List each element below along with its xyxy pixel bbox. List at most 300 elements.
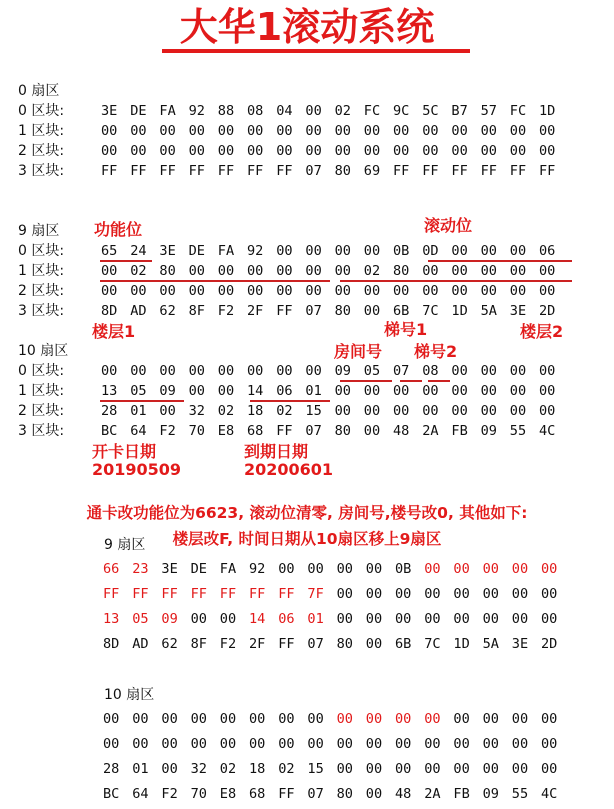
- hex-byte: 92: [247, 243, 264, 259]
- hex-byte: 00: [132, 736, 149, 752]
- hex-byte: 00: [307, 561, 324, 577]
- hex-byte: 00: [363, 423, 381, 439]
- hex-byte: 00: [509, 403, 527, 419]
- hex-byte: 00: [363, 403, 381, 419]
- elevator1-underline: [400, 380, 422, 382]
- hex-byte: DE: [130, 103, 147, 119]
- hex-byte: 5A: [480, 303, 497, 319]
- hex-byte: 00: [365, 736, 383, 752]
- hex-byte: 06: [539, 243, 556, 259]
- hex-byte: 00: [451, 143, 468, 159]
- hex-byte: 68: [249, 786, 266, 802]
- hex-byte: 00: [541, 586, 558, 602]
- hex-byte: 00: [190, 736, 207, 752]
- hex-byte: 00: [130, 143, 147, 159]
- hex-byte: 00: [276, 363, 293, 379]
- hex-byte: 48: [393, 423, 410, 439]
- hex-byte: 05: [363, 363, 381, 379]
- hex-byte: FF: [190, 586, 207, 602]
- hex-byte: 2A: [422, 423, 439, 439]
- hex-byte: 01: [307, 611, 324, 627]
- hex-byte: 00: [217, 263, 235, 279]
- hex-byte: 09: [161, 611, 178, 627]
- hex-byte: 00: [336, 711, 353, 727]
- hex-byte: 1D: [451, 303, 468, 319]
- hex-byte: 01: [130, 403, 147, 419]
- hex-byte: 09: [482, 786, 499, 802]
- hex-byte: FF: [161, 586, 178, 602]
- hex-byte: 00: [247, 263, 264, 279]
- hex-byte: 0D: [422, 243, 439, 259]
- hex-byte: 00: [276, 283, 293, 299]
- hex-byte: 00: [101, 263, 118, 279]
- hex-byte: 80: [336, 786, 353, 802]
- hex-byte: 00: [482, 736, 499, 752]
- hex-byte: 00: [393, 143, 410, 159]
- hex-byte: 00: [451, 403, 468, 419]
- hex-byte: 00: [395, 711, 412, 727]
- hex-byte: 01: [305, 383, 322, 399]
- hex-byte: 00: [480, 403, 497, 419]
- hex-byte: 3E: [161, 561, 178, 577]
- hex-byte: 09: [480, 423, 497, 439]
- note-line2: 楼层改F, 时间日期从10扇区移上9扇区: [172, 530, 442, 548]
- hex-byte: FF: [247, 163, 264, 179]
- hex-byte: 3E: [511, 636, 529, 652]
- hex-byte: 00: [482, 561, 499, 577]
- hex-byte: 00: [395, 586, 412, 602]
- hex-byte: 55: [511, 786, 529, 802]
- block-label: 1 区块:: [18, 383, 65, 399]
- hex-byte: 00: [451, 363, 468, 379]
- expire-date-label: 到期日期: [244, 442, 309, 461]
- hex-byte: 00: [509, 263, 527, 279]
- block-label: 3 区块:: [18, 423, 65, 439]
- hex-byte: 00: [453, 611, 470, 627]
- hex-byte: 18: [249, 761, 266, 777]
- hex-byte: 68: [247, 423, 264, 439]
- lower-sector9-header: 9 扇区: [104, 537, 146, 553]
- hex-byte: FF: [278, 786, 295, 802]
- hex-byte: 55: [509, 423, 527, 439]
- hex-byte: FF: [393, 163, 410, 179]
- block-label: 3 区块:: [18, 303, 65, 319]
- room-no-label: 房间号: [334, 342, 383, 361]
- hex-byte: 3E: [101, 103, 118, 119]
- hex-byte: 00: [276, 263, 293, 279]
- hex-byte: FA: [159, 103, 176, 119]
- hex-byte: 00: [278, 561, 295, 577]
- hex-byte: 00: [276, 143, 293, 159]
- hex-byte: FF: [276, 163, 293, 179]
- hex-byte: 00: [161, 711, 178, 727]
- hex-byte: 00: [161, 761, 178, 777]
- issue-date-value: 20190509: [92, 460, 182, 479]
- hex-byte: F2: [219, 636, 237, 652]
- hex-byte: FA: [219, 561, 237, 577]
- hex-byte: 00: [365, 586, 383, 602]
- hex-byte: 00: [101, 143, 118, 159]
- hex-byte: 07: [305, 163, 322, 179]
- hex-byte: 80: [393, 263, 410, 279]
- hex-byte: AD: [132, 636, 149, 652]
- hex-byte: 00: [453, 586, 470, 602]
- hex-byte: 02: [130, 263, 147, 279]
- hex-byte: 80: [159, 263, 176, 279]
- hex-byte: 28: [101, 403, 118, 419]
- hex-byte: 00: [539, 263, 556, 279]
- hex-byte: 23: [132, 561, 149, 577]
- hex-byte: 00: [541, 761, 558, 777]
- hex-byte: 00: [305, 243, 322, 259]
- hex-byte: 80: [334, 303, 351, 319]
- hex-byte: 00: [541, 736, 558, 752]
- hex-byte: 2F: [247, 303, 264, 319]
- hex-byte: 00: [539, 403, 556, 419]
- hex-byte: 00: [219, 736, 237, 752]
- hex-byte: 57: [480, 103, 497, 119]
- hex-byte: 00: [101, 363, 118, 379]
- hex-byte: FF: [103, 586, 120, 602]
- hex-byte: 00: [276, 123, 293, 139]
- hex-byte: 1D: [453, 636, 470, 652]
- hex-byte: 00: [103, 736, 120, 752]
- hex-byte: 01: [132, 761, 149, 777]
- hex-byte: 69: [363, 163, 381, 179]
- hex-byte: 00: [482, 761, 499, 777]
- hex-byte: 80: [334, 163, 351, 179]
- hex-byte: 09: [334, 363, 351, 379]
- hex-byte: 9C: [393, 103, 410, 119]
- block-label: 2 区块:: [18, 403, 65, 419]
- hex-byte: 00: [509, 143, 527, 159]
- hex-byte: 00: [451, 383, 468, 399]
- expire-date-underline: [250, 400, 330, 402]
- hex-byte: 00: [188, 123, 205, 139]
- hex-byte: 00: [334, 123, 351, 139]
- hex-byte: 00: [365, 561, 383, 577]
- hex-byte: 00: [482, 611, 499, 627]
- hex-byte: 00: [480, 263, 497, 279]
- hex-byte: DE: [190, 561, 207, 577]
- hex-byte: 00: [334, 243, 351, 259]
- hex-byte: 00: [101, 123, 118, 139]
- hex-byte: FC: [509, 103, 527, 119]
- hex-byte: B7: [451, 103, 468, 119]
- hex-byte: 00: [188, 363, 205, 379]
- lower-sector10-header: 10 扇区: [104, 687, 155, 703]
- hex-byte: 80: [336, 636, 353, 652]
- hex-byte: 00: [159, 283, 176, 299]
- hex-byte: 00: [480, 123, 497, 139]
- hex-byte: 32: [188, 403, 205, 419]
- func-bits-underline: [100, 260, 152, 262]
- hex-byte: FF: [132, 586, 149, 602]
- hex-byte: FF: [278, 636, 295, 652]
- hex-byte: 00: [511, 711, 529, 727]
- hex-byte: FF: [276, 423, 293, 439]
- hex-byte: 70: [188, 423, 205, 439]
- hex-byte: F2: [161, 786, 178, 802]
- hex-byte: 00: [422, 383, 439, 399]
- hex-byte: 00: [480, 383, 497, 399]
- hex-byte: 00: [334, 143, 351, 159]
- hex-byte: 88: [217, 103, 235, 119]
- hex-byte: 07: [393, 363, 410, 379]
- hex-byte: 66: [103, 561, 120, 577]
- hex-byte: E8: [217, 423, 235, 439]
- hex-byte: 00: [451, 263, 468, 279]
- hex-byte: 00: [453, 761, 470, 777]
- sector9-header: 9 扇区: [18, 223, 60, 239]
- hex-byte: 00: [539, 363, 556, 379]
- hex-byte: 00: [393, 283, 410, 299]
- hex-byte: 00: [393, 383, 410, 399]
- hex-byte: 08: [422, 363, 439, 379]
- hex-byte: FF: [101, 163, 118, 179]
- hex-byte: 00: [424, 761, 441, 777]
- page-title: 大华1滚动系统: [179, 5, 435, 49]
- hex-byte: 00: [509, 123, 527, 139]
- hex-byte: 00: [305, 283, 322, 299]
- hex-byte: 24: [130, 243, 147, 259]
- hex-byte: 00: [482, 711, 499, 727]
- hex-byte: 00: [219, 711, 237, 727]
- hex-byte: AD: [130, 303, 147, 319]
- hex-byte: F2: [217, 303, 235, 319]
- hex-byte: 00: [365, 786, 383, 802]
- hex-byte: FF: [278, 586, 295, 602]
- hex-byte: 18: [247, 403, 264, 419]
- hex-byte: 07: [305, 423, 322, 439]
- hex-byte: 14: [247, 383, 264, 399]
- hex-byte: 00: [249, 711, 266, 727]
- hex-byte: 00: [334, 383, 351, 399]
- hex-byte: 7C: [422, 303, 439, 319]
- hex-byte: 5C: [422, 103, 439, 119]
- hex-byte: 00: [190, 611, 207, 627]
- hex-byte: 5A: [482, 636, 499, 652]
- hex-byte: 00: [422, 283, 439, 299]
- hex-byte: 6B: [395, 636, 412, 652]
- hex-byte: 00: [159, 143, 176, 159]
- hex-byte: 00: [541, 611, 558, 627]
- hex-byte: 00: [422, 403, 439, 419]
- hex-byte: 00: [541, 561, 558, 577]
- hex-byte: FF: [422, 163, 439, 179]
- hex-byte: 00: [480, 143, 497, 159]
- hex-byte: 02: [278, 761, 295, 777]
- hex-byte: FF: [188, 163, 205, 179]
- hex-byte: 28: [103, 761, 120, 777]
- elevator2-label: 梯号2: [414, 342, 458, 361]
- hex-byte: 80: [334, 423, 351, 439]
- hex-byte: 00: [511, 561, 529, 577]
- hex-byte: 00: [247, 143, 264, 159]
- hex-byte: 00: [395, 761, 412, 777]
- hex-byte: 00: [539, 123, 556, 139]
- hex-byte: 00: [305, 123, 322, 139]
- hex-byte: 00: [334, 403, 351, 419]
- hex-byte: FF: [217, 163, 235, 179]
- hex-byte: 00: [188, 283, 205, 299]
- hex-byte: 00: [365, 611, 383, 627]
- hex-byte: 05: [130, 383, 147, 399]
- hex-byte: 00: [217, 383, 235, 399]
- hex-byte: 7F: [307, 586, 324, 602]
- hex-byte: 15: [307, 761, 324, 777]
- hex-byte: 00: [453, 561, 470, 577]
- hex-byte: 3E: [159, 243, 176, 259]
- hex-byte: 00: [424, 736, 441, 752]
- hex-byte: 00: [424, 561, 441, 577]
- hex-byte: 00: [307, 736, 324, 752]
- hex-byte: 07: [307, 786, 324, 802]
- hex-byte: 00: [305, 363, 322, 379]
- hex-byte: 00: [422, 263, 439, 279]
- hex-byte: 00: [365, 711, 383, 727]
- sector10-header: 10 扇区: [18, 343, 69, 359]
- hex-byte: FA: [217, 243, 235, 259]
- hex-byte: 00: [217, 283, 235, 299]
- hex-byte: 0B: [395, 561, 412, 577]
- hex-byte: 00: [451, 283, 468, 299]
- block-label: 0 区块:: [18, 363, 65, 379]
- hex-byte: 00: [159, 363, 176, 379]
- hex-byte: BC: [101, 423, 118, 439]
- hex-byte: 00: [395, 611, 412, 627]
- floor2-label: 楼层2: [520, 322, 564, 341]
- hex-byte: 00: [217, 363, 235, 379]
- block-label: 2 区块:: [18, 143, 65, 159]
- hex-byte: 00: [480, 283, 497, 299]
- hex-byte: FF: [451, 163, 468, 179]
- hex-byte: FB: [453, 786, 470, 802]
- expire-date-value: 20200601: [244, 460, 334, 479]
- hex-byte: 00: [188, 143, 205, 159]
- hex-byte: 00: [422, 143, 439, 159]
- hex-byte: 92: [188, 103, 205, 119]
- title-underline: [162, 49, 470, 53]
- hex-byte: 00: [305, 263, 322, 279]
- hex-byte: 00: [159, 123, 176, 139]
- scroll-bits-label: 滚动位: [424, 216, 473, 235]
- hex-byte: FF: [509, 163, 527, 179]
- hex-byte: 00: [247, 363, 264, 379]
- hex-byte: FF: [159, 163, 176, 179]
- hex-byte: FF: [480, 163, 497, 179]
- hex-byte: DE: [188, 243, 205, 259]
- hex-byte: 08: [247, 103, 264, 119]
- hex-byte: 02: [334, 103, 351, 119]
- note-line1: 通卡改功能位为6623, 滚动位清零, 房间号,楼号改0, 其他如下:: [86, 504, 528, 522]
- hex-byte: 00: [132, 711, 149, 727]
- hex-byte: 00: [217, 143, 235, 159]
- hex-byte: 06: [276, 383, 293, 399]
- hex-byte: 00: [190, 711, 207, 727]
- hex-byte: 00: [365, 636, 383, 652]
- hex-byte: 7C: [424, 636, 441, 652]
- hex-byte: 00: [365, 761, 383, 777]
- floor1-label: 楼层1: [92, 322, 136, 341]
- hex-byte: E8: [219, 786, 237, 802]
- hex-byte: 4C: [539, 423, 556, 439]
- hex-byte: 02: [217, 403, 235, 419]
- hex-byte: 92: [249, 561, 266, 577]
- hex-byte: F2: [159, 423, 176, 439]
- hex-byte: FF: [219, 586, 237, 602]
- hex-byte: 00: [480, 243, 497, 259]
- hex-byte: 14: [249, 611, 266, 627]
- hex-byte: 1D: [539, 103, 556, 119]
- hex-byte: FF: [130, 163, 147, 179]
- floor-block-underline-a: [100, 280, 330, 282]
- room-no-underline: [340, 380, 392, 382]
- hex-byte: 00: [247, 283, 264, 299]
- hex-byte: 00: [393, 403, 410, 419]
- hex-byte: 09: [159, 383, 176, 399]
- hex-byte: 00: [103, 711, 120, 727]
- block-label: 2 区块:: [18, 283, 65, 299]
- hex-byte: 00: [451, 243, 468, 259]
- hex-byte: 48: [395, 786, 412, 802]
- hex-byte: 00: [188, 383, 205, 399]
- func-bits-label: 功能位: [94, 220, 143, 239]
- hex-byte: 00: [363, 123, 381, 139]
- hex-byte: 2D: [539, 303, 556, 319]
- block-label: 0 区块:: [18, 103, 65, 119]
- hex-byte: FB: [451, 423, 468, 439]
- hex-byte: 06: [278, 611, 295, 627]
- hex-byte: 00: [363, 283, 381, 299]
- hex-byte: 07: [307, 636, 324, 652]
- hex-byte: 8F: [190, 636, 207, 652]
- hex-byte: 13: [101, 383, 118, 399]
- hex-byte: 00: [307, 711, 324, 727]
- hex-byte: 00: [363, 243, 381, 259]
- hex-byte: 00: [217, 123, 235, 139]
- hex-byte: 00: [422, 123, 439, 139]
- hex-byte: 00: [363, 383, 381, 399]
- hex-byte: 13: [103, 611, 120, 627]
- hex-byte: 00: [305, 103, 322, 119]
- hex-byte: 2A: [424, 786, 441, 802]
- hex-byte: 3E: [509, 303, 527, 319]
- issue-date-label: 开卡日期: [92, 442, 157, 461]
- hex-byte: 00: [334, 263, 351, 279]
- hex-byte: 62: [159, 303, 176, 319]
- hex-byte: 00: [509, 283, 527, 299]
- hex-byte: 00: [453, 736, 470, 752]
- hex-byte: 00: [509, 363, 527, 379]
- hex-byte: 00: [424, 586, 441, 602]
- hex-byte: 00: [278, 736, 295, 752]
- hex-byte: 00: [539, 143, 556, 159]
- hex-byte: 00: [395, 736, 412, 752]
- hex-byte: 07: [305, 303, 322, 319]
- hex-byte: 00: [336, 736, 353, 752]
- hex-byte: 2F: [249, 636, 266, 652]
- hex-byte: 00: [480, 363, 497, 379]
- hex-byte: 2D: [541, 636, 558, 652]
- hex-byte: 32: [190, 761, 207, 777]
- hex-byte: 00: [482, 586, 499, 602]
- block-label: 0 区块:: [18, 243, 65, 259]
- hex-byte: 00: [336, 561, 353, 577]
- hex-byte: 00: [188, 263, 205, 279]
- hex-byte: 0B: [393, 243, 410, 259]
- hex-byte: BC: [103, 786, 120, 802]
